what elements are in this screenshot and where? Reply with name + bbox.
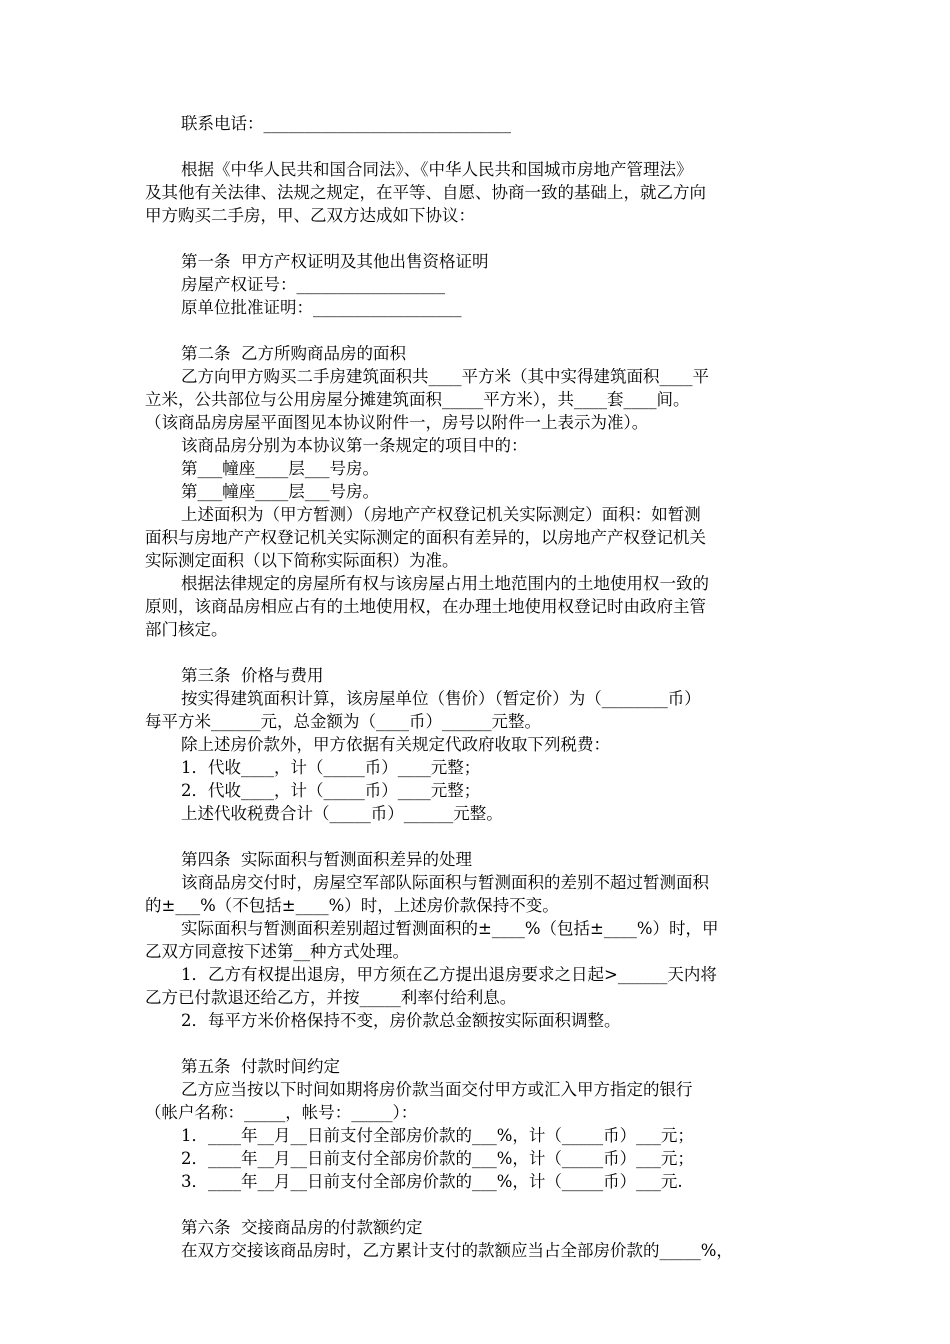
article-4-text: 该商品房交付时，房屋空军部队际面积与暂测面积的差别不超过暂测面积: [181, 873, 709, 892]
preamble-line-2: 及其他有关法律、法规之规定，在平等、自愿、协商一致的基础上，就乙方向: [145, 183, 706, 202]
spacer: [145, 135, 805, 158]
article-4-text: 乙方已付款退还给乙方，并按_____利率付给利息。: [145, 988, 517, 1007]
article-5-text: 1．____年__月__日前支付全部房价款的___%，计（_____币）___元；: [181, 1126, 694, 1145]
article-2-text: 部门核定。: [145, 620, 228, 639]
article-2-text: 乙方向甲方购买二手房建筑面积共____平方米（其中实得建筑面积____平: [181, 367, 709, 386]
article-5-title: 第五条 付款时间约定: [181, 1057, 340, 1076]
spacer: [145, 227, 805, 250]
article-2-text: 实际测定面积（以下简称实际面积）为准。: [145, 551, 459, 570]
article-2-text: 第___幢座____层___号房。: [181, 482, 379, 501]
spacer: [145, 825, 805, 848]
article-4-title: 第四条 实际面积与暂测面积差异的处理: [181, 850, 472, 869]
article-3-text: 除上述房价款外，甲方依据有关规定代政府收取下列税费：: [181, 735, 610, 754]
preamble-line-3: 甲方购买二手房，甲、乙双方达成如下协议：: [145, 206, 475, 225]
article-5-text: 2．____年__月__日前支付全部房价款的___%，计（_____币）___元；: [181, 1149, 694, 1168]
article-3-text: 上述代收税费合计（_____币）______元整。: [181, 804, 503, 823]
article-3-title: 第三条 价格与费用: [181, 666, 324, 685]
article-4-text: 2．每平方米价格保持不变，房价款总金额按实际面积调整。: [181, 1011, 621, 1030]
article-2-text: 根据法律规定的房屋所有权与该房屋占用土地范围内的土地使用权一致的: [181, 574, 709, 593]
article-2-text: 该商品房分别为本协议第一条规定的项目中的：: [181, 436, 528, 455]
article-3-text: 按实得建筑面积计算，该房屋单位（售价）（暂定价）为（________币）: [181, 689, 701, 708]
article-2-text: （该商品房房屋平面图见本协议附件一，房号以附件一上表示为准）。: [145, 413, 649, 432]
article-4-text: 实际面积与暂测面积差别超过暂测面积的±____%（包括±____%）时，甲: [181, 919, 719, 938]
article-2-text: 面积与房地产产权登记机关实际测定的面积有差异的，以房地产产权登记机关: [145, 528, 706, 547]
article-4-text: 的±___%（不包括±____%）时，上述房价款保持不变。: [145, 896, 559, 915]
article-2-text: 原则，该商品房相应占有的土地使用权，在办理土地使用权登记时由政府主管: [145, 597, 706, 616]
spacer: [145, 319, 805, 342]
article-2-text: 第___幢座____层___号房。: [181, 459, 379, 478]
article-3-text: 2．代收____，计（_____币）____元整；: [181, 781, 481, 800]
contact-phone-line: 联系电话：______________________________: [181, 114, 511, 133]
contract-page: [145, 112, 805, 1262]
article-4-text: 1．乙方有权提出退房，甲方须在乙方提出退房要求之日起>______天内将: [181, 965, 717, 984]
article-1-title: 第一条 甲方产权证明及其他出售资格证明: [181, 252, 489, 271]
spacer: [145, 1032, 805, 1055]
article-3-text: 每平方米______元，总金额为（____币）______元整。: [145, 712, 541, 731]
spacer: [145, 1193, 805, 1216]
article-5-text: 乙方应当按以下时间如期将房价款当面交付甲方或汇入甲方指定的银行: [181, 1080, 693, 1099]
preamble-line-1: 根据《中华人民共和国合同法》、《中华人民共和国城市房地产管理法》: [181, 160, 693, 179]
article-3-text: 1．代收____，计（_____币）____元整；: [181, 758, 481, 777]
article-5-text: （帐户名称：_____，帐号：_____）：: [145, 1103, 418, 1122]
property-cert-line: 房屋产权证号：__________________: [181, 275, 445, 294]
article-2-text: 立米，公共部位与公用房屋分摊建筑面积_____平方米），共____套____间。: [145, 390, 690, 409]
article-4-text: 乙双方同意按下述第__种方式处理。: [145, 942, 409, 961]
approval-cert-line: 原单位批准证明：__________________: [181, 298, 462, 317]
article-6-text: 在双方交接该商品房时，乙方累计支付的款额应当占全部房价款的_____%，: [181, 1241, 733, 1260]
spacer: [145, 641, 805, 664]
article-2-text: 上述面积为（甲方暂测）（房地产产权登记机关实际测定）面积：如暂测: [181, 505, 701, 524]
article-6-title: 第六条 交接商品房的付款额约定: [181, 1218, 423, 1237]
article-5-text: 3．____年__月__日前支付全部房价款的___%，计（_____币）___元.: [181, 1172, 683, 1191]
article-2-title: 第二条 乙方所购商品房的面积: [181, 344, 406, 363]
